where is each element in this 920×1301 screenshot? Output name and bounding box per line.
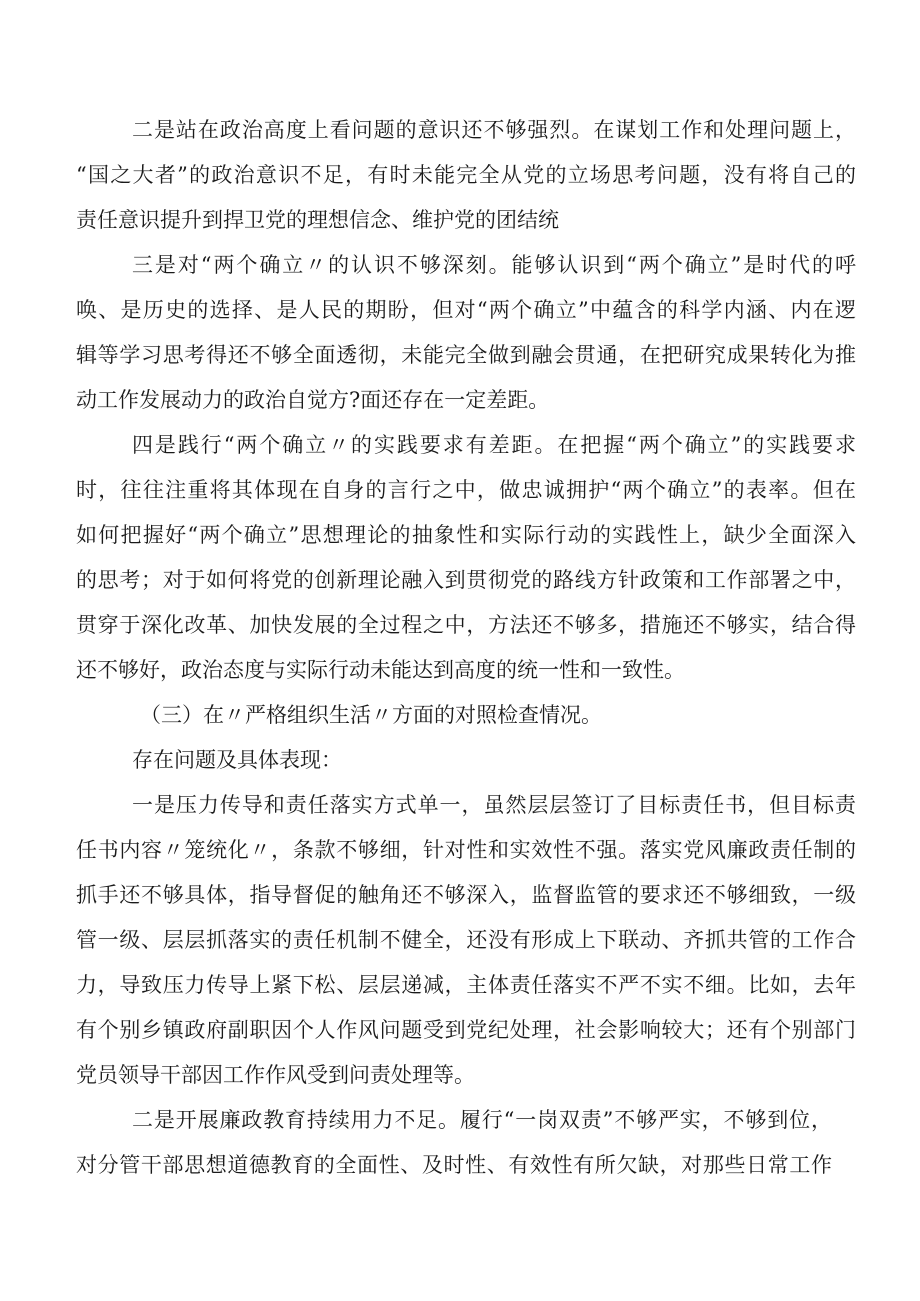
paragraph-line: 党员领导干部因工作作风受到问责处理等。: [76, 1063, 475, 1087]
paragraph-line: 二是站在政治高度上看问题的意识还不够强烈。在谋划工作和处理问题上，: [132, 118, 856, 142]
paragraph-line: 四是践行“两个确立〃的实践要求有差距。在把握“两个确立”的实践要求: [132, 433, 856, 457]
paragraph-line: 管一级、层层抓落实的责任机制不健全，还没有形成上下联动、齐抓共管的工作合: [76, 928, 856, 952]
paragraph-line: 任书内容〃笼统化〃，条款不够细，针对性和实效性不强。落实党风廉政责任制的: [76, 838, 856, 862]
paragraph-line: 抓手还不够具体，指导督促的触角还不够深入，监督监管的要求还不够细致，一级: [76, 883, 856, 907]
paragraph-line: 辑等学习思考得还不够全面透彻，未能完全做到融会贯通，在把研究成果转化为推: [76, 343, 856, 367]
paragraph-line: 一是压力传导和责任落实方式单一，虽然层层签订了目标责任书，但目标责: [132, 793, 856, 817]
section-heading: （三）在〃严格组织生活〃方面的对照检查情况。: [140, 703, 602, 727]
paragraph-line: 三是对“两个确立〃的认识不够深刻。能够认识到“两个确立”是时代的呼: [132, 253, 856, 277]
paragraph-line: 有个别乡镇政府副职因个人作风问题受到党纪处理，社会影响较大；还有个别部门: [76, 1018, 856, 1042]
paragraph-line: 贯穿于深化改革、加快发展的全过程之中，方法还不够多，措施还不够实，结合得: [76, 613, 856, 637]
paragraph-line: 的思考；对于如何将党的创新理论融入到贯彻党的路线方针政策和工作部署之中，: [76, 568, 856, 592]
paragraph-line: “国之大者”的政治意识不足，有时未能完全从党的立场思考问题，没有将自己的: [76, 163, 856, 187]
paragraph-line: 对分管干部思想道德教育的全面性、及时性、有效性有所欠缺，对那些日常工作: [76, 1153, 832, 1177]
paragraph-line: 时，往往注重将其体现在自身的言行之中，做忠诚拥护“两个确立”的表率。但在: [76, 478, 856, 502]
paragraph-line: 二是开展廉政教育持续用力不足。履行“一岗双责”不够严实，不够到位，: [132, 1108, 832, 1132]
paragraph-line: 力，导致压力传导上紧下松、层层递减，主体责任落实不严不实不细。比如，去年: [76, 973, 856, 997]
paragraph-line: 唤、是历史的选择、是人民的期盼，但对“两个确立”中蕴含的科学内涵、内在逻: [76, 298, 856, 322]
paragraph-line: 还不够好，政治态度与实际行动未能达到高度的统一性和一致性。: [76, 658, 685, 682]
paragraph-line: 责任意识提升到捍卫党的理想信念、维护党的团结统: [76, 208, 559, 232]
paragraph-line: 如何把握好“两个确立”思想理论的抽象性和实际行动的实践性上，缺少全面深入: [76, 523, 856, 547]
paragraph-line: 动工作发展动力的政治自觉方?面还存在一定差距。: [76, 388, 550, 412]
paragraph-line: 存在问题及具体表现：: [132, 748, 342, 772]
